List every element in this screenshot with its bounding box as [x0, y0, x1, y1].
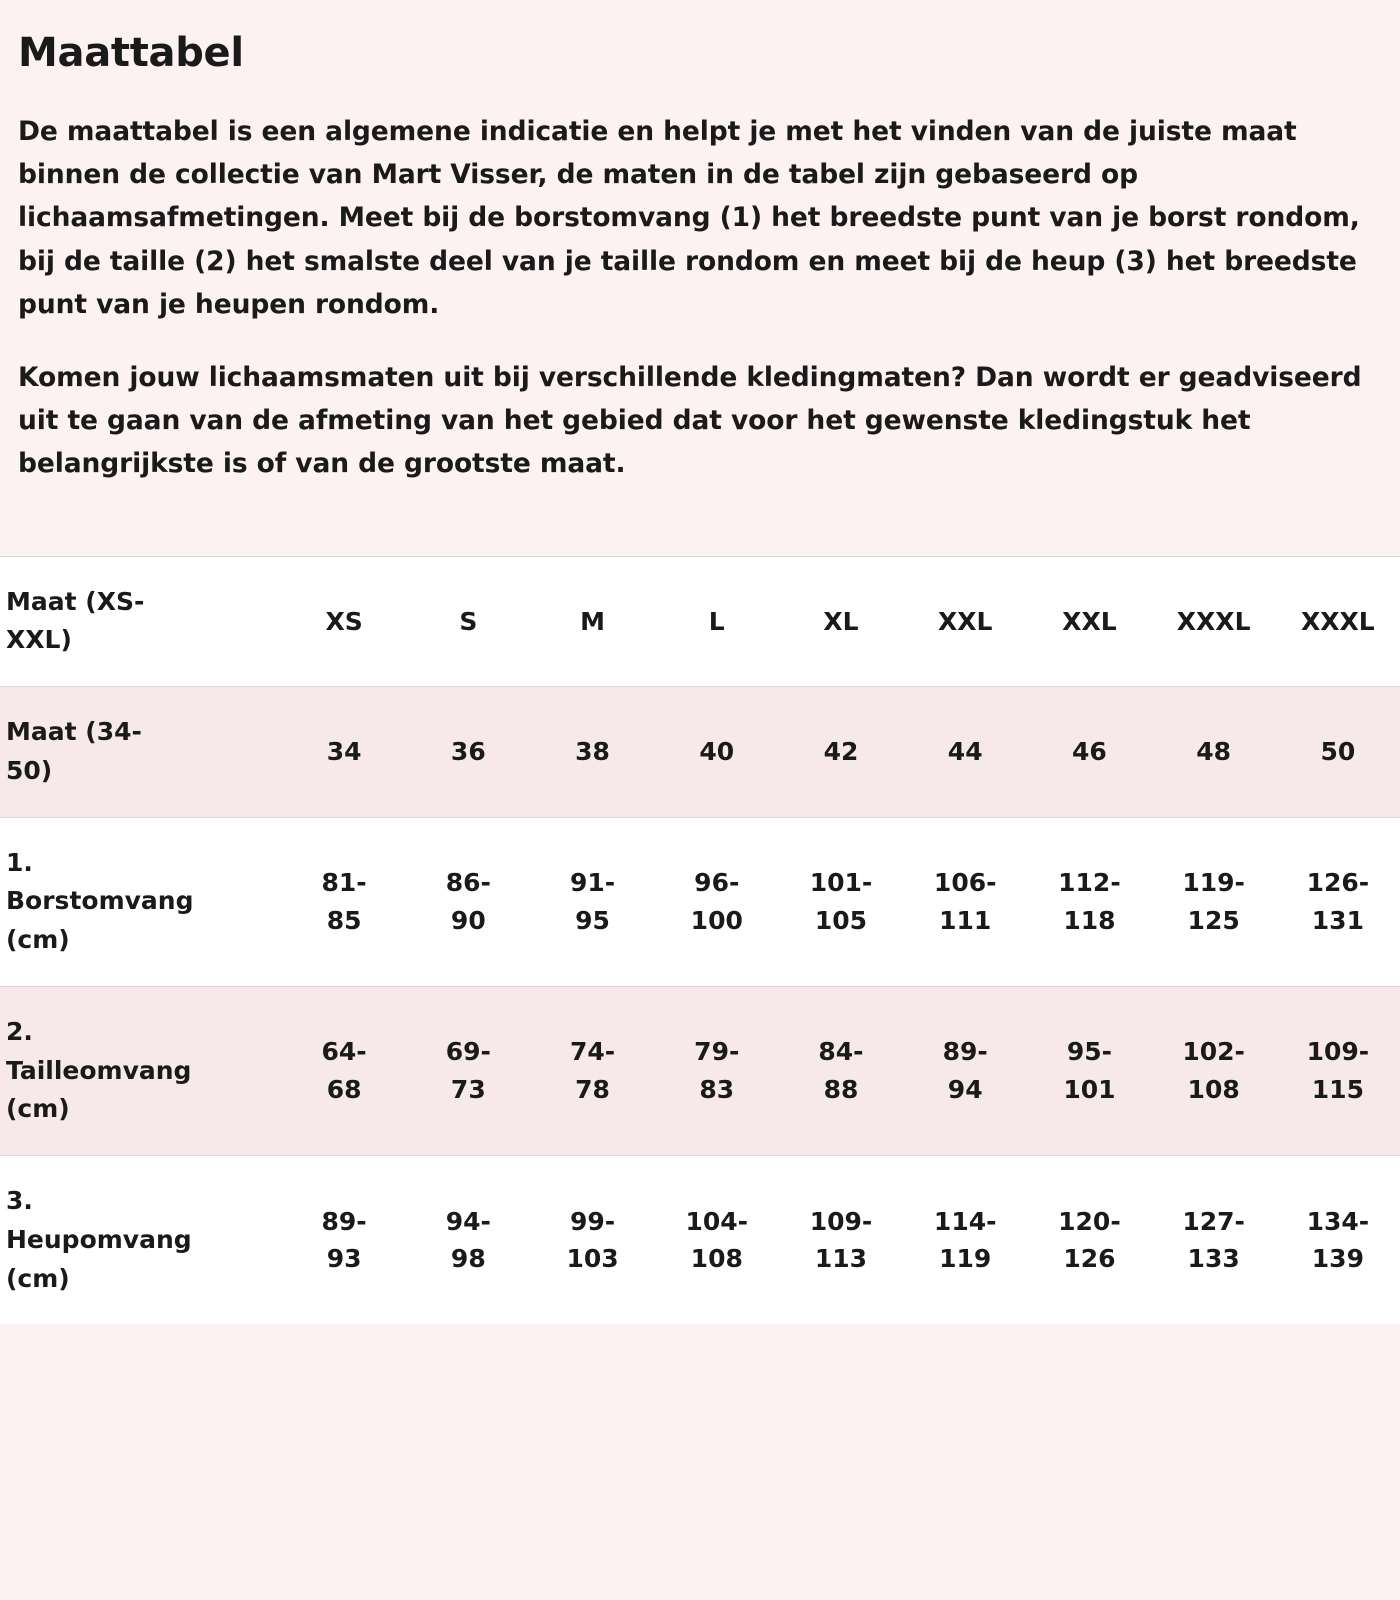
cell-line1: 64-: [321, 1037, 367, 1067]
table-row: [0, 1156, 1400, 1325]
cell-line2: 103: [566, 1244, 619, 1274]
row-header-line2: Heupomvang: [6, 1224, 192, 1254]
cell-line1: 42: [823, 737, 859, 766]
table-cell: [1152, 817, 1276, 986]
row-header-line1: 1.: [6, 847, 33, 877]
row-header-waist: [0, 986, 282, 1155]
cell-line1: XXXL: [1300, 606, 1375, 636]
cell-line2: 108: [1187, 1074, 1240, 1104]
size-table: [0, 556, 1400, 1325]
cell-line2: 98: [450, 1244, 486, 1274]
table-cell: [1276, 817, 1400, 986]
cell-line1: 91-: [569, 868, 616, 898]
cell-line1: 81-: [321, 868, 367, 898]
cell-line2: 95: [575, 905, 610, 935]
table-cell: [655, 817, 779, 986]
cell-line2: 73: [450, 1074, 486, 1104]
cell-line1: 106-: [933, 868, 997, 898]
cell-line1: 69-: [445, 1037, 491, 1067]
table-cell: [903, 687, 1027, 818]
table-cell: [282, 986, 406, 1155]
cell-line1: 95-: [1066, 1037, 1112, 1067]
table-cell: [1027, 687, 1151, 818]
table-cell: [779, 817, 903, 986]
table-cell: [903, 1156, 1027, 1325]
cell-line2: 108: [690, 1244, 743, 1274]
table-row: [0, 687, 1400, 818]
row-header-line3: (cm): [6, 1263, 70, 1293]
table-cell: [1027, 1156, 1151, 1325]
table-cell: [1152, 556, 1276, 687]
size-table-container: [0, 556, 1400, 1325]
table-cell: [530, 986, 654, 1155]
table-cell: [779, 1156, 903, 1325]
table-cell: [282, 687, 406, 818]
cell-line1: 94-: [445, 1206, 491, 1236]
cell-line2: 113: [814, 1244, 868, 1274]
cell-line1: XXL: [1062, 606, 1117, 636]
cell-line2: 83: [699, 1074, 735, 1104]
cell-line1: 46: [1072, 737, 1107, 766]
cell-line1: 109-: [809, 1206, 873, 1236]
cell-line1: 74-: [569, 1037, 616, 1067]
cell-line1: 112-: [1058, 868, 1121, 898]
cell-line2: 100: [690, 905, 743, 935]
table-cell: [1152, 986, 1276, 1155]
cell-line2: 131: [1311, 905, 1364, 935]
cell-line1: 36: [450, 737, 486, 766]
row-header-size-numbers: [0, 687, 282, 818]
cell-line2: 68: [326, 1074, 362, 1104]
cell-line2: 105: [814, 905, 868, 935]
cell-line1: M: [580, 606, 605, 636]
cell-line1: 84-: [818, 1037, 864, 1067]
table-cell: [903, 817, 1027, 986]
cell-line2: 115: [1311, 1074, 1364, 1104]
table-cell: [655, 556, 779, 687]
cell-line2: 78: [575, 1074, 610, 1104]
cell-line1: S: [459, 606, 478, 636]
cell-line1: 89-: [942, 1037, 988, 1067]
cell-line2: 88: [823, 1074, 859, 1104]
table-cell: [1027, 556, 1151, 687]
table-cell: [1276, 687, 1400, 818]
cell-line1: 34: [326, 737, 362, 766]
cell-line2: 118: [1063, 905, 1116, 935]
cell-line2: 94: [947, 1074, 983, 1104]
table-cell: [406, 1156, 530, 1325]
cell-line1: 114-: [933, 1206, 997, 1236]
table-cell: [406, 687, 530, 818]
table-cell: [1027, 817, 1151, 986]
row-header-line1: Maat (XS-: [6, 586, 145, 616]
row-header-line1: 3.: [6, 1186, 33, 1215]
cell-line2: 93: [326, 1244, 362, 1274]
cell-line1: 126-: [1306, 868, 1370, 898]
table-cell: [1152, 1156, 1276, 1325]
table-cell: [1027, 986, 1151, 1155]
table-cell: [282, 556, 406, 687]
row-header-line2: Borstomvang: [6, 886, 194, 916]
table-cell: [655, 1156, 779, 1325]
cell-line2: 139: [1311, 1244, 1364, 1274]
row-header-size-letters: [0, 556, 282, 687]
cell-line1: 44: [947, 737, 983, 766]
cell-line2: 101: [1063, 1074, 1116, 1104]
row-header-line1: 2.: [6, 1016, 33, 1046]
cell-line1: XS: [325, 606, 363, 636]
table-row: [0, 556, 1400, 687]
cell-line1: 48: [1196, 737, 1232, 766]
cell-line1: XXL: [937, 606, 993, 636]
intro-paragraph-2: Komen jouw lichaamsmaten uit bij verschillende kledingmaten? Dan wordt er geadviseerd uit te gaan van de afmeting van het gebied dat voor het gewenste kledingstuk het belangrijkste is of van de grootste maat.: [18, 361, 1362, 480]
cell-line1: 134-: [1306, 1206, 1370, 1236]
cell-line1: L: [708, 606, 725, 636]
cell-line1: 79-: [694, 1037, 740, 1067]
table-cell: [1152, 687, 1276, 818]
table-cell: [655, 687, 779, 818]
table-cell: [1276, 986, 1400, 1155]
row-header-line2: Tailleomvang: [6, 1055, 192, 1085]
table-cell: [655, 986, 779, 1155]
table-cell: [530, 1156, 654, 1325]
table-row: [0, 817, 1400, 986]
row-header-line1: Maat (34-: [6, 717, 142, 746]
cell-line1: 40: [699, 737, 735, 766]
row-header-line2: XXL): [6, 625, 72, 655]
table-cell: [282, 1156, 406, 1325]
cell-line1: XL: [823, 606, 859, 636]
table-cell: [530, 556, 654, 687]
table-cell: [903, 986, 1027, 1155]
cell-line1: 119-: [1182, 868, 1245, 898]
cell-line2: 111: [939, 905, 992, 935]
table-cell: [903, 556, 1027, 687]
table-cell: [779, 687, 903, 818]
table-row: [0, 986, 1400, 1155]
row-header-line3: (cm): [6, 1094, 70, 1124]
cell-line2: 90: [450, 905, 486, 935]
cell-line1: 102-: [1182, 1037, 1245, 1067]
cell-line2: 85: [326, 905, 362, 935]
table-cell: [1276, 1156, 1400, 1325]
intro-section: [0, 0, 1400, 486]
table-cell: [406, 556, 530, 687]
table-cell: [1276, 556, 1400, 687]
cell-line2: 119: [939, 1244, 992, 1274]
intro-paragraph-1: De maattabel is een algemene indicatie en helpt je met het vinden van de juiste maat binnen de collectie van Mart Visser, de maten in de tabel zijn gebaseerd op lichaamsafmetingen. Meet bij de borstomvang (1) het breedste punt van je borst rondom, bij de taille (2) het smalste deel van je taille rondom en meet bij de heup (3) het breedste punt van je heupen rondom.: [18, 116, 1360, 320]
cell-line1: 120-: [1058, 1206, 1121, 1236]
row-header-line2: 50): [6, 755, 53, 785]
table-cell: [779, 556, 903, 687]
row-header-hip: [0, 1156, 282, 1325]
table-cell: [406, 986, 530, 1155]
cell-line2: 133: [1187, 1244, 1240, 1274]
table-cell: [530, 687, 654, 818]
cell-line1: 127-: [1182, 1206, 1245, 1236]
table-cell: [779, 986, 903, 1155]
row-header-line3: (cm): [6, 925, 70, 954]
cell-line1: 96-: [694, 868, 740, 898]
cell-line1: 50: [1320, 737, 1356, 766]
cell-line2: 126: [1063, 1244, 1116, 1274]
cell-line1: XXXL: [1176, 606, 1251, 636]
cell-line1: 99-: [569, 1206, 616, 1236]
row-header-chest: [0, 817, 282, 986]
table-cell: [282, 817, 406, 986]
cell-line1: 86-: [445, 868, 491, 898]
cell-line1: 109-: [1306, 1037, 1370, 1067]
cell-line1: 101-: [809, 868, 873, 898]
cell-line1: 104-: [685, 1206, 749, 1236]
cell-line1: 89-: [321, 1206, 367, 1236]
page-title: Maattabel: [18, 30, 244, 76]
cell-line2: 125: [1187, 905, 1240, 935]
table-cell: [530, 817, 654, 986]
table-cell: [406, 817, 530, 986]
cell-line1: 38: [575, 737, 610, 766]
